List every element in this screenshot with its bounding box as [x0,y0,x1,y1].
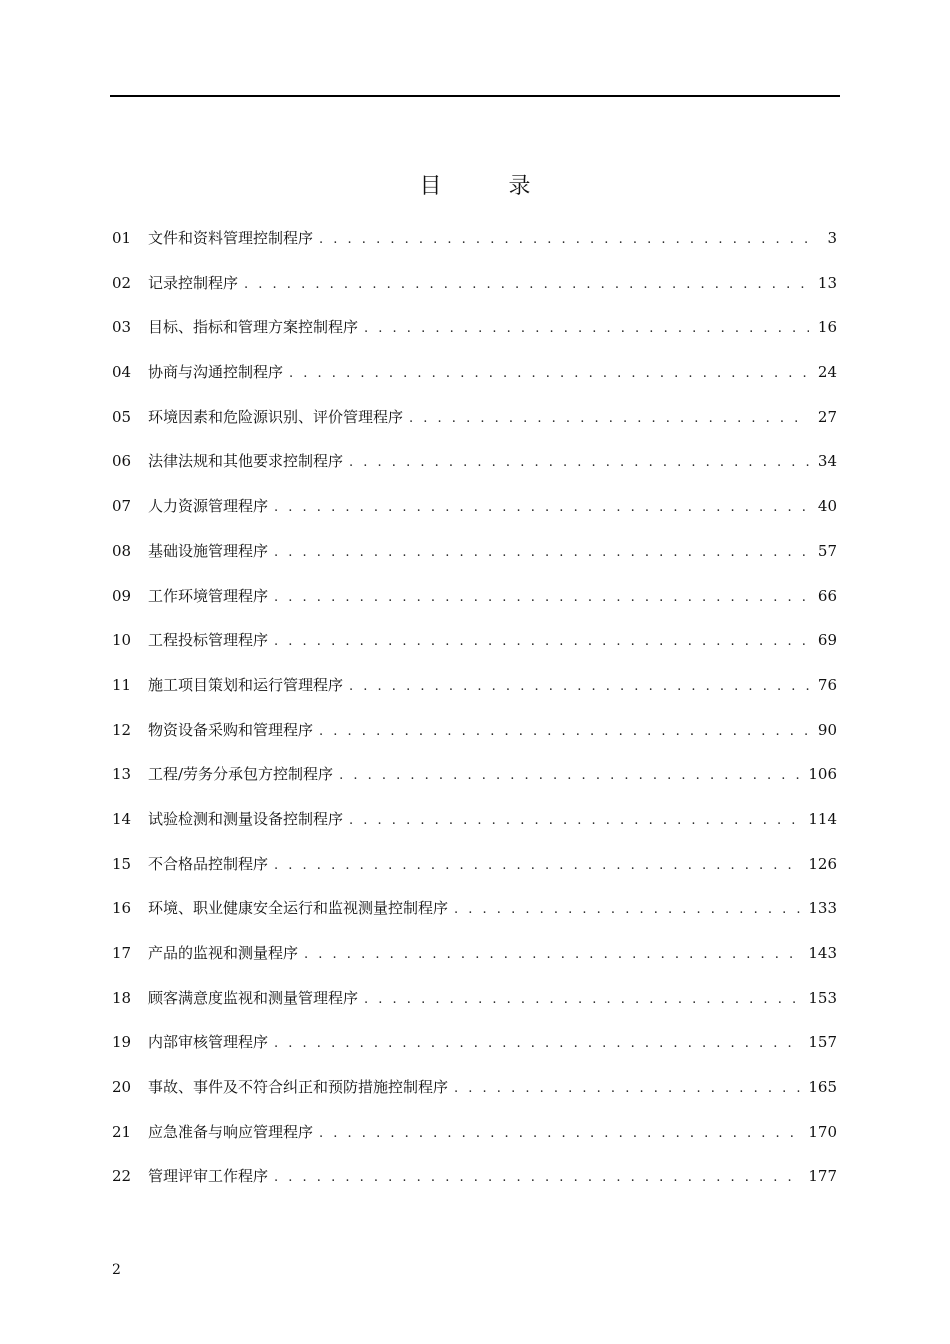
toc-entry-label: 协商与沟通控制程序 [148,363,284,382]
toc-dot-leader [274,1166,802,1190]
toc-entry-label: 物资设备采购和管理程序 [148,720,314,739]
toc-entry-label: 目标、指标和管理方案控制程序 [148,318,359,337]
toc-entry-page: 13 [817,273,837,292]
toc-entry-number: 04 [112,363,132,382]
toc-entry-page: 40 [817,497,837,516]
toc-entry-number: 17 [112,944,132,962]
toc-entry[interactable] [112,852,837,897]
toc-dot-leader [349,451,809,475]
header-rule [110,95,840,97]
toc-entry[interactable] [112,1164,837,1209]
toc-entry-label: 人力资源管理程序 [148,497,269,516]
toc-entry-number: 14 [112,809,132,828]
toc-entry-label: 工程投标管理程序 [148,631,269,650]
toc-entry-number: 22 [112,1167,132,1186]
toc-dot-leader [274,854,802,878]
toc-entry-page: 66 [817,586,837,605]
toc-entry[interactable] [112,941,837,986]
toc-entry-number: 03 [112,318,132,337]
toc-entry-page: 16 [817,318,837,337]
toc-entry[interactable] [112,986,837,1031]
toc-dot-leader [274,496,809,520]
toc-entry-label: 施工项目策划和运行管理程序 [148,675,344,694]
toc-entry-label: 基础设施管理程序 [148,541,269,560]
toc-entry-label: 环境因素和危险源识别、评价管理程序 [148,407,404,426]
toc-entry[interactable] [112,896,837,941]
toc-entry-number: 08 [112,541,132,560]
toc-entry-page: 3 [827,229,837,247]
toc-entry-number: 05 [112,407,132,426]
toc-entry-page: 24 [817,363,837,382]
toc-entry-number: 18 [112,988,132,1007]
toc-entry-page: 69 [817,631,837,650]
toc-entry[interactable] [112,226,837,271]
toc-entry[interactable] [112,539,837,584]
toc-entry-page: 57 [817,541,837,560]
toc-entry-label: 工程/劳务分承包方控制程序 [148,765,334,784]
toc-list [112,226,837,1209]
toc-entry-page: 126 [808,854,837,873]
toc-dot-leader [274,586,809,610]
toc-dot-leader [274,630,809,654]
toc-entry-number: 11 [112,675,132,694]
toc-entry-page: 170 [808,1122,837,1141]
toc-dot-leader [364,317,809,341]
toc-entry[interactable] [112,718,837,763]
toc-entry-label: 环境、职业健康安全运行和监视测量控制程序 [148,899,449,918]
toc-entry-page: 157 [808,1033,837,1052]
toc-dot-leader [274,1032,802,1056]
toc-entry-label: 文件和资料管理控制程序 [148,229,314,247]
toc-entry[interactable] [112,673,837,718]
toc-entry[interactable] [112,271,837,316]
toc-entry-page: 177 [808,1167,837,1186]
toc-entry-label: 顾客满意度监视和测量管理程序 [148,988,359,1007]
toc-entry[interactable] [112,762,837,807]
toc-entry-page: 76 [817,675,837,694]
toc-entry-label: 记录控制程序 [148,273,239,292]
toc-dot-leader [349,809,802,833]
toc-entry-page: 90 [817,720,837,739]
toc-entry-number: 07 [112,497,132,516]
toc-entry-label: 事故、事件及不符合纠正和预防措施控制程序 [148,1078,449,1097]
toc-entry-label: 内部审核管理程序 [148,1033,269,1052]
toc-entry-number: 09 [112,586,132,605]
toc-entry-page: 27 [817,407,837,426]
toc-dot-leader [349,675,809,699]
toc-dot-leader [319,1122,802,1146]
toc-entry-number: 12 [112,720,132,739]
toc-entry[interactable] [112,628,837,673]
toc-entry[interactable] [112,584,837,629]
toc-dot-leader [454,898,802,922]
toc-entry-number: 06 [112,452,132,471]
toc-entry-label: 工作环境管理程序 [148,586,269,605]
toc-dot-leader [339,764,802,788]
toc-dot-leader [364,988,802,1012]
toc-entry[interactable] [112,1030,837,1075]
toc-entry-number: 16 [112,899,132,918]
toc-entry-number: 21 [112,1122,132,1141]
toc-entry-number: 01 [112,229,132,247]
toc-entry-number: 20 [112,1078,132,1097]
page-number: 2 [112,1262,121,1278]
toc-entry-number: 15 [112,854,132,873]
toc-entry[interactable] [112,1120,837,1165]
page-title: 目 录 [419,174,561,199]
toc-entry-page: 106 [808,765,837,784]
toc-dot-leader [304,943,802,967]
toc-entry-page: 34 [817,452,837,471]
toc-entry-number: 10 [112,631,132,650]
toc-entry[interactable] [112,449,837,494]
toc-dot-leader [454,1077,802,1101]
toc-entry[interactable] [112,807,837,852]
toc-dot-leader [319,228,809,252]
toc-dot-leader [319,720,809,744]
toc-entry-page: 153 [808,988,837,1007]
toc-entry[interactable] [112,315,837,360]
toc-entry-label: 产品的监视和测量程序 [148,944,299,962]
toc-entry[interactable] [112,405,837,450]
toc-dot-leader [289,362,809,386]
toc-entry[interactable] [112,360,837,405]
toc-entry-page: 143 [808,944,837,962]
toc-dot-leader [274,541,809,565]
toc-entry-label: 不合格品控制程序 [148,854,269,873]
toc-entry-number: 19 [112,1033,132,1052]
toc-entry-number: 13 [112,765,132,784]
toc-entry-number: 02 [112,273,132,292]
toc-entry-page: 114 [808,809,837,828]
toc-entry-label: 应急准备与响应管理程序 [148,1122,314,1141]
toc-dot-leader [409,407,809,431]
toc-dot-leader [244,273,809,297]
toc-entry[interactable] [112,1075,837,1120]
toc-entry-page: 133 [808,899,837,918]
toc-entry-page: 165 [808,1078,837,1097]
toc-entry-label: 管理评审工作程序 [148,1167,269,1186]
toc-entry-label: 试验检测和测量设备控制程序 [148,809,344,828]
toc-entry[interactable] [112,494,837,539]
toc-entry-label: 法律法规和其他要求控制程序 [148,452,344,471]
